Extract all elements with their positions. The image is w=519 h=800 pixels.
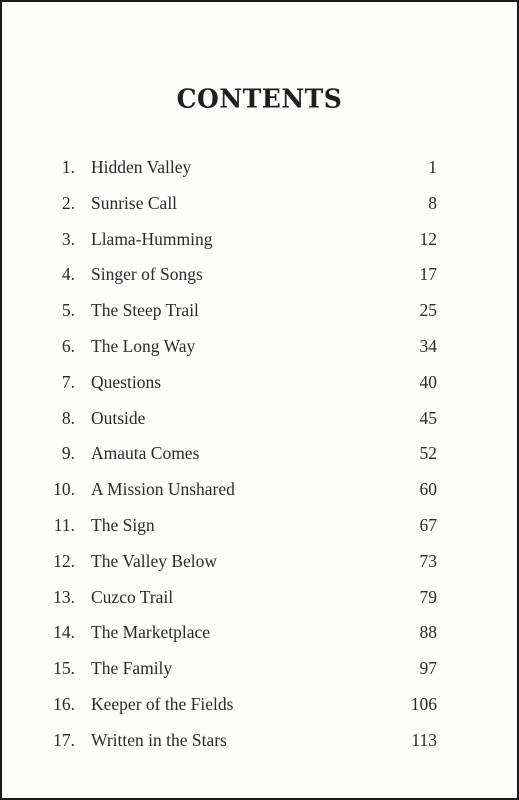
toc-entry	[2, 401, 517, 437]
chapter-number: 3.	[61, 228, 75, 249]
page-number: 79	[419, 586, 437, 607]
chapter-title: The Marketplace	[91, 622, 211, 643]
page-number: 17	[419, 264, 437, 285]
chapter-title: The Family	[91, 658, 173, 679]
toc-entry	[2, 508, 517, 544]
chapter-number: 10.	[53, 479, 75, 500]
chapter-title: Outside	[91, 407, 146, 428]
chapter-title: Questions	[91, 371, 161, 392]
toc-entry	[2, 687, 517, 723]
toc-entry	[2, 150, 517, 186]
page-number: 45	[419, 407, 437, 428]
chapter-number: 6.	[61, 335, 75, 356]
chapter-number: 14.	[53, 622, 75, 643]
chapter-number: 5.	[61, 300, 75, 321]
chapter-number: 12.	[53, 550, 75, 571]
chapter-number: 7.	[61, 371, 75, 392]
page-number: 25	[419, 300, 437, 321]
toc-entry	[2, 257, 517, 293]
chapter-title: Amauta Comes	[91, 443, 200, 464]
chapter-title: Hidden Valley	[91, 157, 192, 177]
toc-entry	[2, 472, 517, 508]
page-number: 67	[419, 514, 437, 535]
chapter-title: The Valley Below	[91, 550, 218, 571]
chapter-title: A Mission Unshared	[91, 479, 235, 500]
chapter-title: Singer of Songs	[91, 264, 203, 285]
page-number: 88	[419, 622, 437, 643]
chapter-title: Cuzco Trail	[91, 586, 174, 607]
chapter-title: The Steep Trail	[91, 300, 199, 321]
page-number: 106	[410, 693, 437, 714]
toc-entry	[2, 723, 517, 759]
toc-entry	[2, 222, 517, 258]
toc-entry	[2, 615, 517, 651]
chapter-number: 1.	[61, 157, 75, 177]
toc-entry	[2, 580, 517, 616]
toc-entry	[2, 293, 517, 329]
chapter-title: The Long Way	[91, 335, 196, 356]
chapter-number: 16.	[53, 693, 75, 714]
chapter-title: Keeper of the Fields	[91, 693, 234, 714]
toc-entry	[2, 651, 517, 687]
chapter-number: 13.	[53, 586, 75, 607]
toc-entry	[2, 544, 517, 580]
table-of-contents	[2, 150, 517, 759]
toc-entry	[2, 436, 517, 472]
chapter-title: Sunrise Call	[91, 192, 178, 213]
page-title: CONTENTS	[176, 83, 343, 114]
page-number: 40	[419, 371, 437, 392]
chapter-title: Written in the Stars	[91, 729, 227, 750]
page-number: 73	[419, 550, 437, 571]
toc-entry	[2, 186, 517, 222]
page-number: 52	[419, 443, 437, 464]
chapter-number: 2.	[61, 192, 75, 213]
page-number: 8	[428, 192, 437, 213]
chapter-number: 11.	[53, 514, 75, 535]
toc-entry	[2, 365, 517, 401]
chapter-number: 8.	[61, 407, 75, 428]
chapter-number: 9.	[61, 443, 75, 464]
chapter-number: 4.	[61, 264, 75, 285]
page-number: 1	[428, 157, 437, 177]
page-number: 60	[419, 479, 437, 500]
page-number: 34	[419, 335, 437, 356]
page-number: 12	[419, 228, 437, 249]
chapter-title: Llama-Humming	[91, 228, 213, 249]
page-number: 97	[419, 658, 437, 679]
page-number: 113	[411, 729, 437, 750]
chapter-title: The Sign	[91, 514, 155, 535]
toc-entry	[2, 329, 517, 365]
chapter-number: 17.	[53, 729, 75, 750]
chapter-number: 15.	[53, 658, 75, 679]
